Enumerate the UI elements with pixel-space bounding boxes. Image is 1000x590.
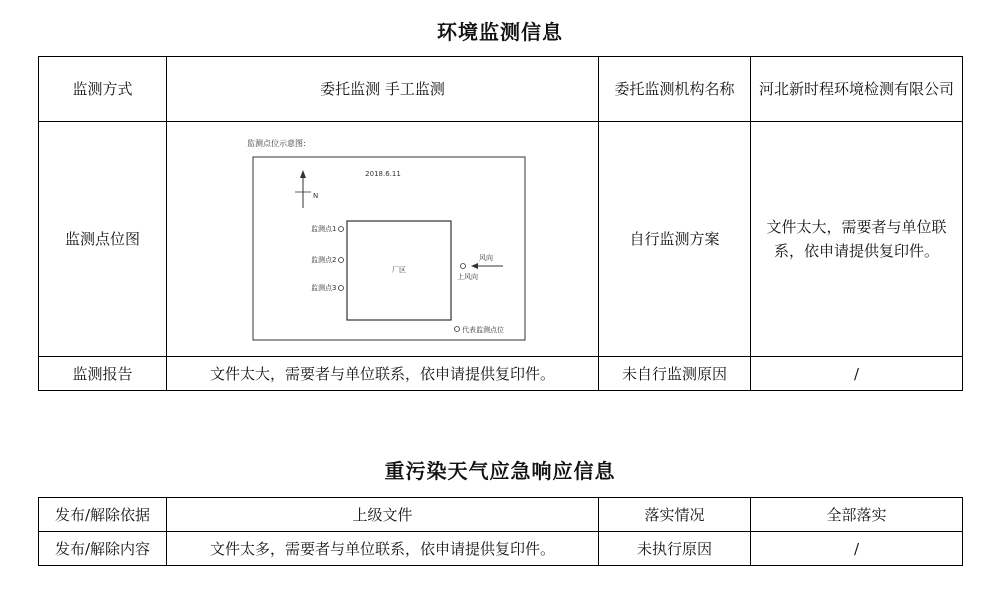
monitoring-report-value: 文件太大，需要者与单位联系，依申请提供复印件。 (167, 357, 599, 391)
release-content-value: 文件太多，需要者与单位联系，依申请提供复印件。 (167, 532, 599, 566)
upwind-point-marker (460, 264, 465, 269)
non-execution-reason-label: 未执行原因 (599, 532, 751, 566)
monitoring-org-value: 河北新时程环境检测有限公司 (751, 57, 963, 122)
monitoring-method-label: 监测方式 (39, 57, 167, 122)
no-self-monitoring-reason-label: 未自行监测原因 (599, 357, 751, 391)
self-monitoring-plan-value: 文件太大，需要者与单位联系，依申请提供复印件。 (751, 122, 963, 357)
monitoring-point-2: 监测点2 (310, 256, 336, 264)
upwind-label: 上风向 (456, 273, 478, 281)
legend-marker (454, 327, 459, 332)
section-title-heavy-pollution: 重污染天气应急响应信息 (384, 459, 616, 483)
implementation-status-value: 全部落实 (751, 498, 963, 532)
monitoring-point-1: 监测点1 (310, 225, 336, 233)
implementation-status-label: 落实情况 (599, 498, 751, 532)
point-marker-2 (338, 258, 343, 263)
monitoring-report-label: 监测报告 (39, 357, 167, 391)
monitoring-point-map-label: 监测点位图 (39, 122, 167, 357)
release-basis-label: 发布/解除依据 (39, 498, 167, 532)
north-arrow-icon (295, 170, 311, 208)
monitoring-point-3: 监测点3 (310, 284, 336, 292)
table-row (39, 122, 963, 357)
no-self-monitoring-reason-value: / (751, 357, 963, 391)
monitoring-point-map-cell (167, 122, 599, 357)
table-row (39, 57, 963, 122)
point-marker-1 (338, 227, 343, 232)
monitoring-org-label: 委托监测机构名称 (599, 57, 751, 122)
release-basis-value: 上级文件 (167, 498, 599, 532)
table-row (39, 498, 963, 532)
section-title-environment: 环境监测信息 (437, 20, 563, 44)
legend-label: 代表监测点位 (461, 326, 504, 334)
monitoring-method-value: 委托监测 手工监测 (167, 57, 599, 122)
diagram-date: 2018.6.11 (364, 170, 401, 178)
non-execution-reason-value: / (751, 532, 963, 566)
wind-direction-arrow-icon (471, 263, 503, 269)
factory-area-label: 厂区 (391, 266, 406, 274)
north-label: N (312, 192, 318, 200)
release-content-label: 发布/解除内容 (39, 532, 167, 566)
table-row (39, 357, 963, 391)
monitoring-point-diagram (233, 134, 533, 344)
self-monitoring-plan-label: 自行监测方案 (599, 122, 751, 357)
site-boundary (253, 157, 525, 340)
heavy-pollution-response-table (38, 497, 963, 566)
wind-label: 风向 (478, 254, 493, 262)
environment-monitoring-table (38, 56, 963, 391)
diagram-caption: 监测点位示意图: (246, 139, 306, 148)
table-row (39, 532, 963, 566)
point-marker-3 (338, 286, 343, 291)
